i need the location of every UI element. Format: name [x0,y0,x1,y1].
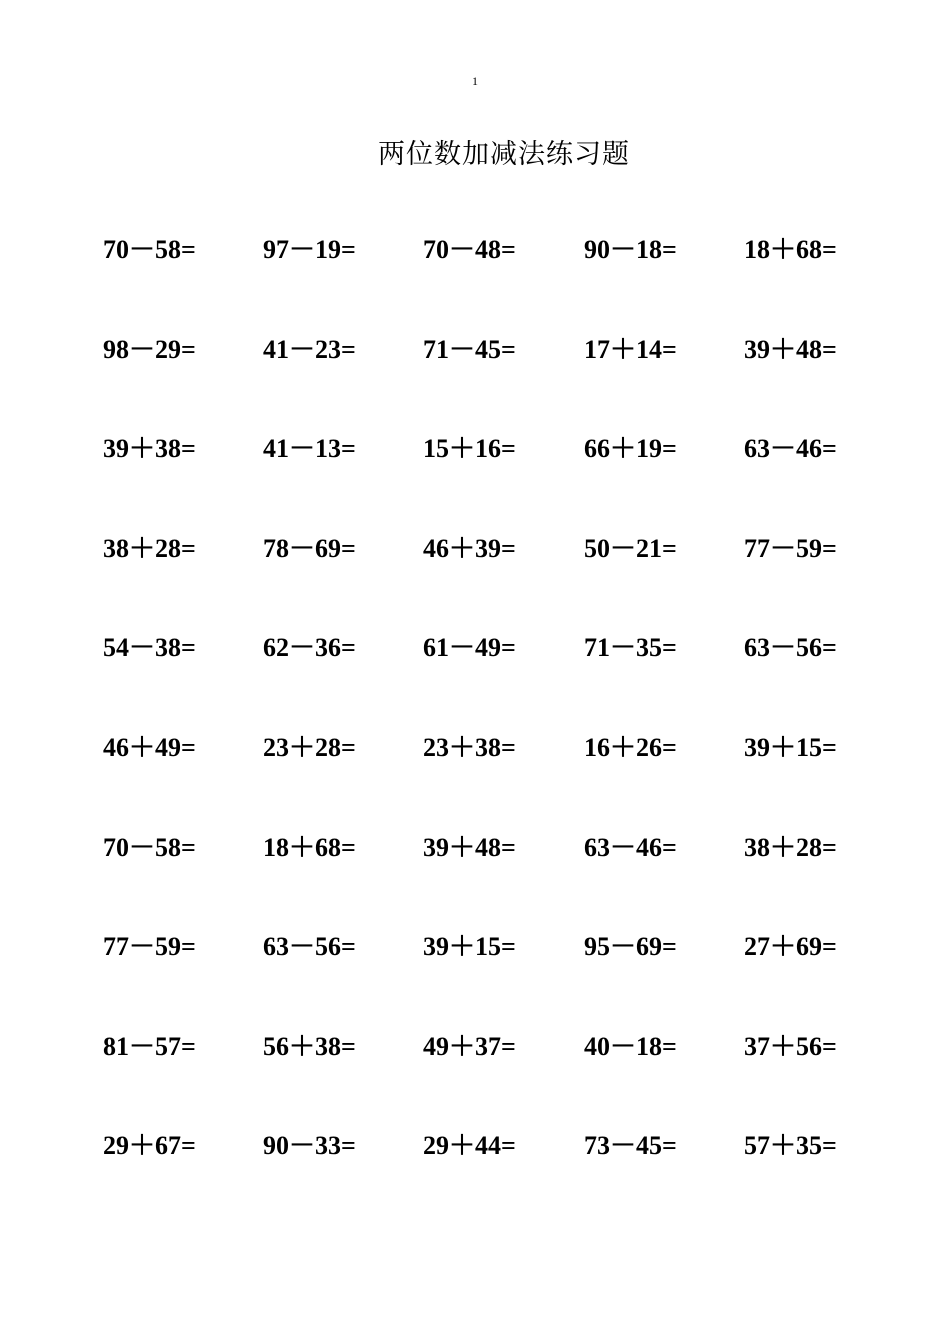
problem: 23＋28= [263,732,356,762]
problem: 63－56= [744,633,837,663]
problem: 70－58= [103,235,196,264]
problem: 39＋38= [103,434,196,464]
problem-row [103,529,903,629]
problem-row [103,828,903,928]
problem: 46＋49= [103,732,196,762]
problem: 95－69= [584,932,677,962]
problem: 90－18= [584,235,677,264]
problem-row [103,628,903,728]
problem: 70－48= [423,235,516,264]
problem: 41－23= [263,334,356,364]
problem: 40－18= [584,1031,677,1061]
problem-row [103,1126,903,1226]
problem: 57＋35= [744,1131,837,1161]
problem: 62－36= [263,633,356,663]
problem: 97－19= [263,235,356,264]
problem: 17＋14= [584,334,677,364]
problem: 18＋68= [263,832,356,862]
problem: 90－33= [263,1131,356,1161]
problem: 61－49= [423,633,516,663]
problem: 39＋48= [744,334,837,364]
problem-row [103,927,903,1027]
problem: 77－59= [744,533,837,563]
problem: 46＋39= [423,533,516,563]
problem: 29＋44= [423,1131,516,1161]
problem: 63－46= [744,434,837,464]
problem: 39＋48= [423,832,516,862]
problem: 18＋68= [744,235,837,264]
problem-row [103,230,903,330]
problem: 49＋37= [423,1031,516,1061]
problem: 39＋15= [744,732,837,762]
problem-row [103,330,903,430]
problem: 63－46= [584,832,677,862]
problem: 73－45= [584,1131,677,1161]
problem: 70－58= [103,832,196,862]
problem: 38＋28= [744,832,837,862]
problem: 78－69= [263,533,356,563]
problem: 38＋28= [103,533,196,563]
problem: 41－13= [263,434,356,464]
problem: 37＋56= [744,1031,837,1061]
problem: 56＋38= [263,1031,356,1061]
problem-row [103,728,903,828]
problem: 63－56= [263,932,356,962]
problem: 23＋38= [423,732,516,762]
problem-row [103,1027,903,1127]
page-title: 两位数加减法练习题 [378,139,630,170]
problem: 27＋69= [744,932,837,962]
problem: 77－59= [103,932,196,962]
problem: 15＋16= [423,434,516,464]
problem: 98－29= [103,334,196,364]
problem: 54－38= [103,633,196,663]
problem: 66＋19= [584,434,677,464]
problem-row [103,429,903,529]
problem: 71－45= [423,334,516,364]
problem: 29＋67= [103,1131,196,1161]
problem-grid [103,230,903,1226]
problem: 71－35= [584,633,677,663]
problem: 50－21= [584,533,677,563]
problem: 81－57= [103,1031,196,1061]
page-number: 1 [472,74,478,88]
problem: 16＋26= [584,732,677,762]
problem: 39＋15= [423,932,516,962]
